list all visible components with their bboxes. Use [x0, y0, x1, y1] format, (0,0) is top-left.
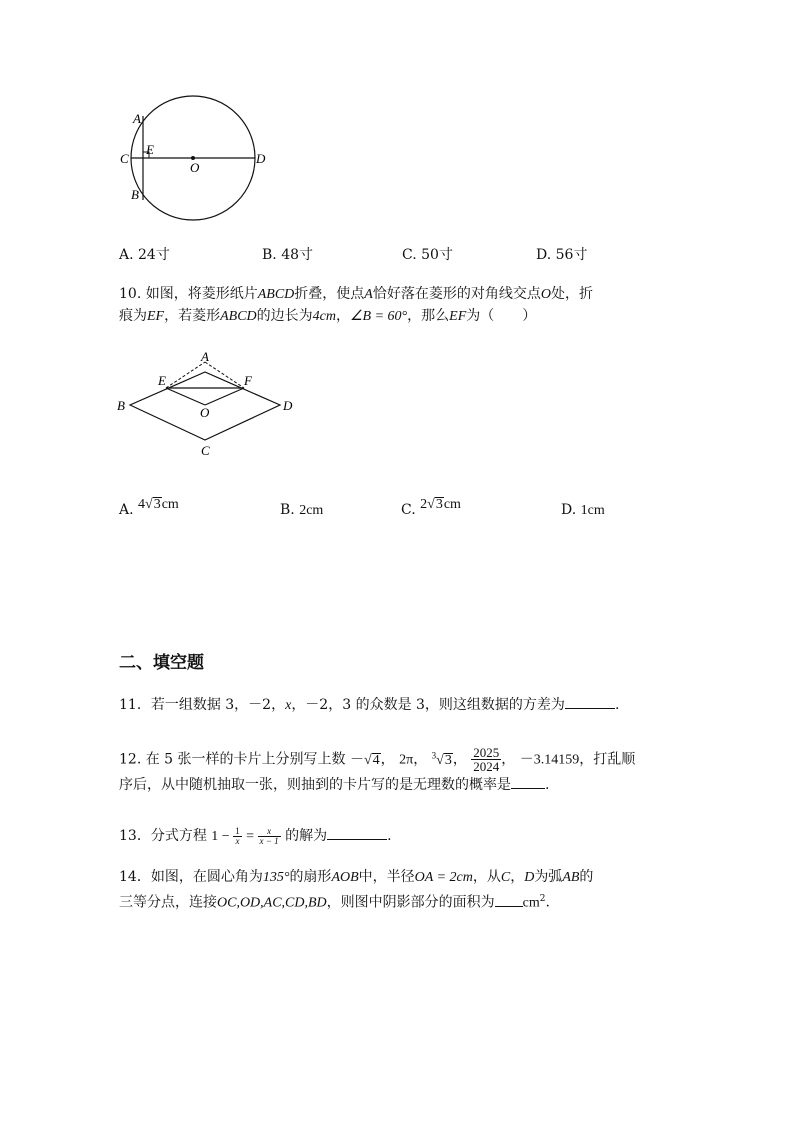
label-d: D — [256, 151, 266, 166]
q14-line2: 三等分点，连接OC,OD,AC,CD,BD，则图中阴影部分的面积为 $cm^2$. — [119, 886, 550, 917]
q10-option-b[interactable]: B. 2cm — [280, 502, 324, 518]
rhombus-figure — [115, 352, 300, 462]
q11: 11．若一组数据 3，－2，x，－2，3 的众数是 3，则这组数据的方差为 . — [119, 692, 619, 719]
q9-option-a[interactable]: A. 24寸 — [119, 247, 170, 263]
label-a: A — [201, 352, 209, 364]
answer-blank[interactable] — [327, 825, 387, 840]
label-e: E — [146, 142, 154, 157]
q13: 13．分式方程 1 − $\frac{1}{x}$ = $\frac{x}{x - 1}$ 的解为 . — [119, 825, 392, 846]
q12-line2: 序后，从中随机抽取一张，则抽到的卡片写的是无理数的概率是 . — [119, 772, 549, 798]
answer-blank[interactable] — [565, 694, 615, 709]
q10-line2: 痕为EF，若菱形ABCD的边长为4cm，∠B = 60°，那么EF为（ ） — [119, 308, 537, 324]
q9-option-b[interactable]: B. 48寸 — [262, 247, 314, 263]
label-b: B — [117, 398, 125, 413]
q12-line1: 12. 在 5 张一样的卡片上分别写上数 －√4， 2π， $^3$√3， $\frac{2025}{2024}$ ， －3.14159，打乱顺 — [119, 745, 636, 775]
answer-blank[interactable] — [511, 774, 545, 789]
answer-blank[interactable] — [495, 892, 523, 907]
label-b: B — [131, 187, 139, 202]
label-e: E — [158, 373, 166, 388]
label-c: C — [120, 151, 129, 166]
label-c: C — [201, 443, 210, 458]
label-o: O — [200, 405, 210, 420]
label-a: A — [133, 111, 141, 126]
q9-option-c[interactable]: C. 50寸 — [402, 247, 453, 263]
q10-option-a[interactable]: A. 4√3cm — [119, 497, 179, 518]
circle-figure — [115, 92, 275, 222]
q10-line1: 10. 如图，将菱形纸片ABCD折叠，使点A恰好落在菱形的对角线交点O处，折 — [119, 286, 593, 302]
q14-line1: 14．如图，在圆心角为135°的扇形AOB中，半径OA = 2cm，从C，D为弧AB的 — [119, 869, 594, 885]
q9-option-d[interactable]: D. 56寸 — [536, 247, 588, 263]
section-heading: 二、填空题 — [119, 653, 204, 673]
label-o: O — [190, 160, 200, 175]
label-d: D — [283, 398, 293, 413]
q10-option-c[interactable]: C. 2√3cm — [401, 497, 461, 518]
label-f: F — [244, 373, 252, 388]
q10-option-d[interactable]: D. 1cm — [561, 502, 605, 518]
